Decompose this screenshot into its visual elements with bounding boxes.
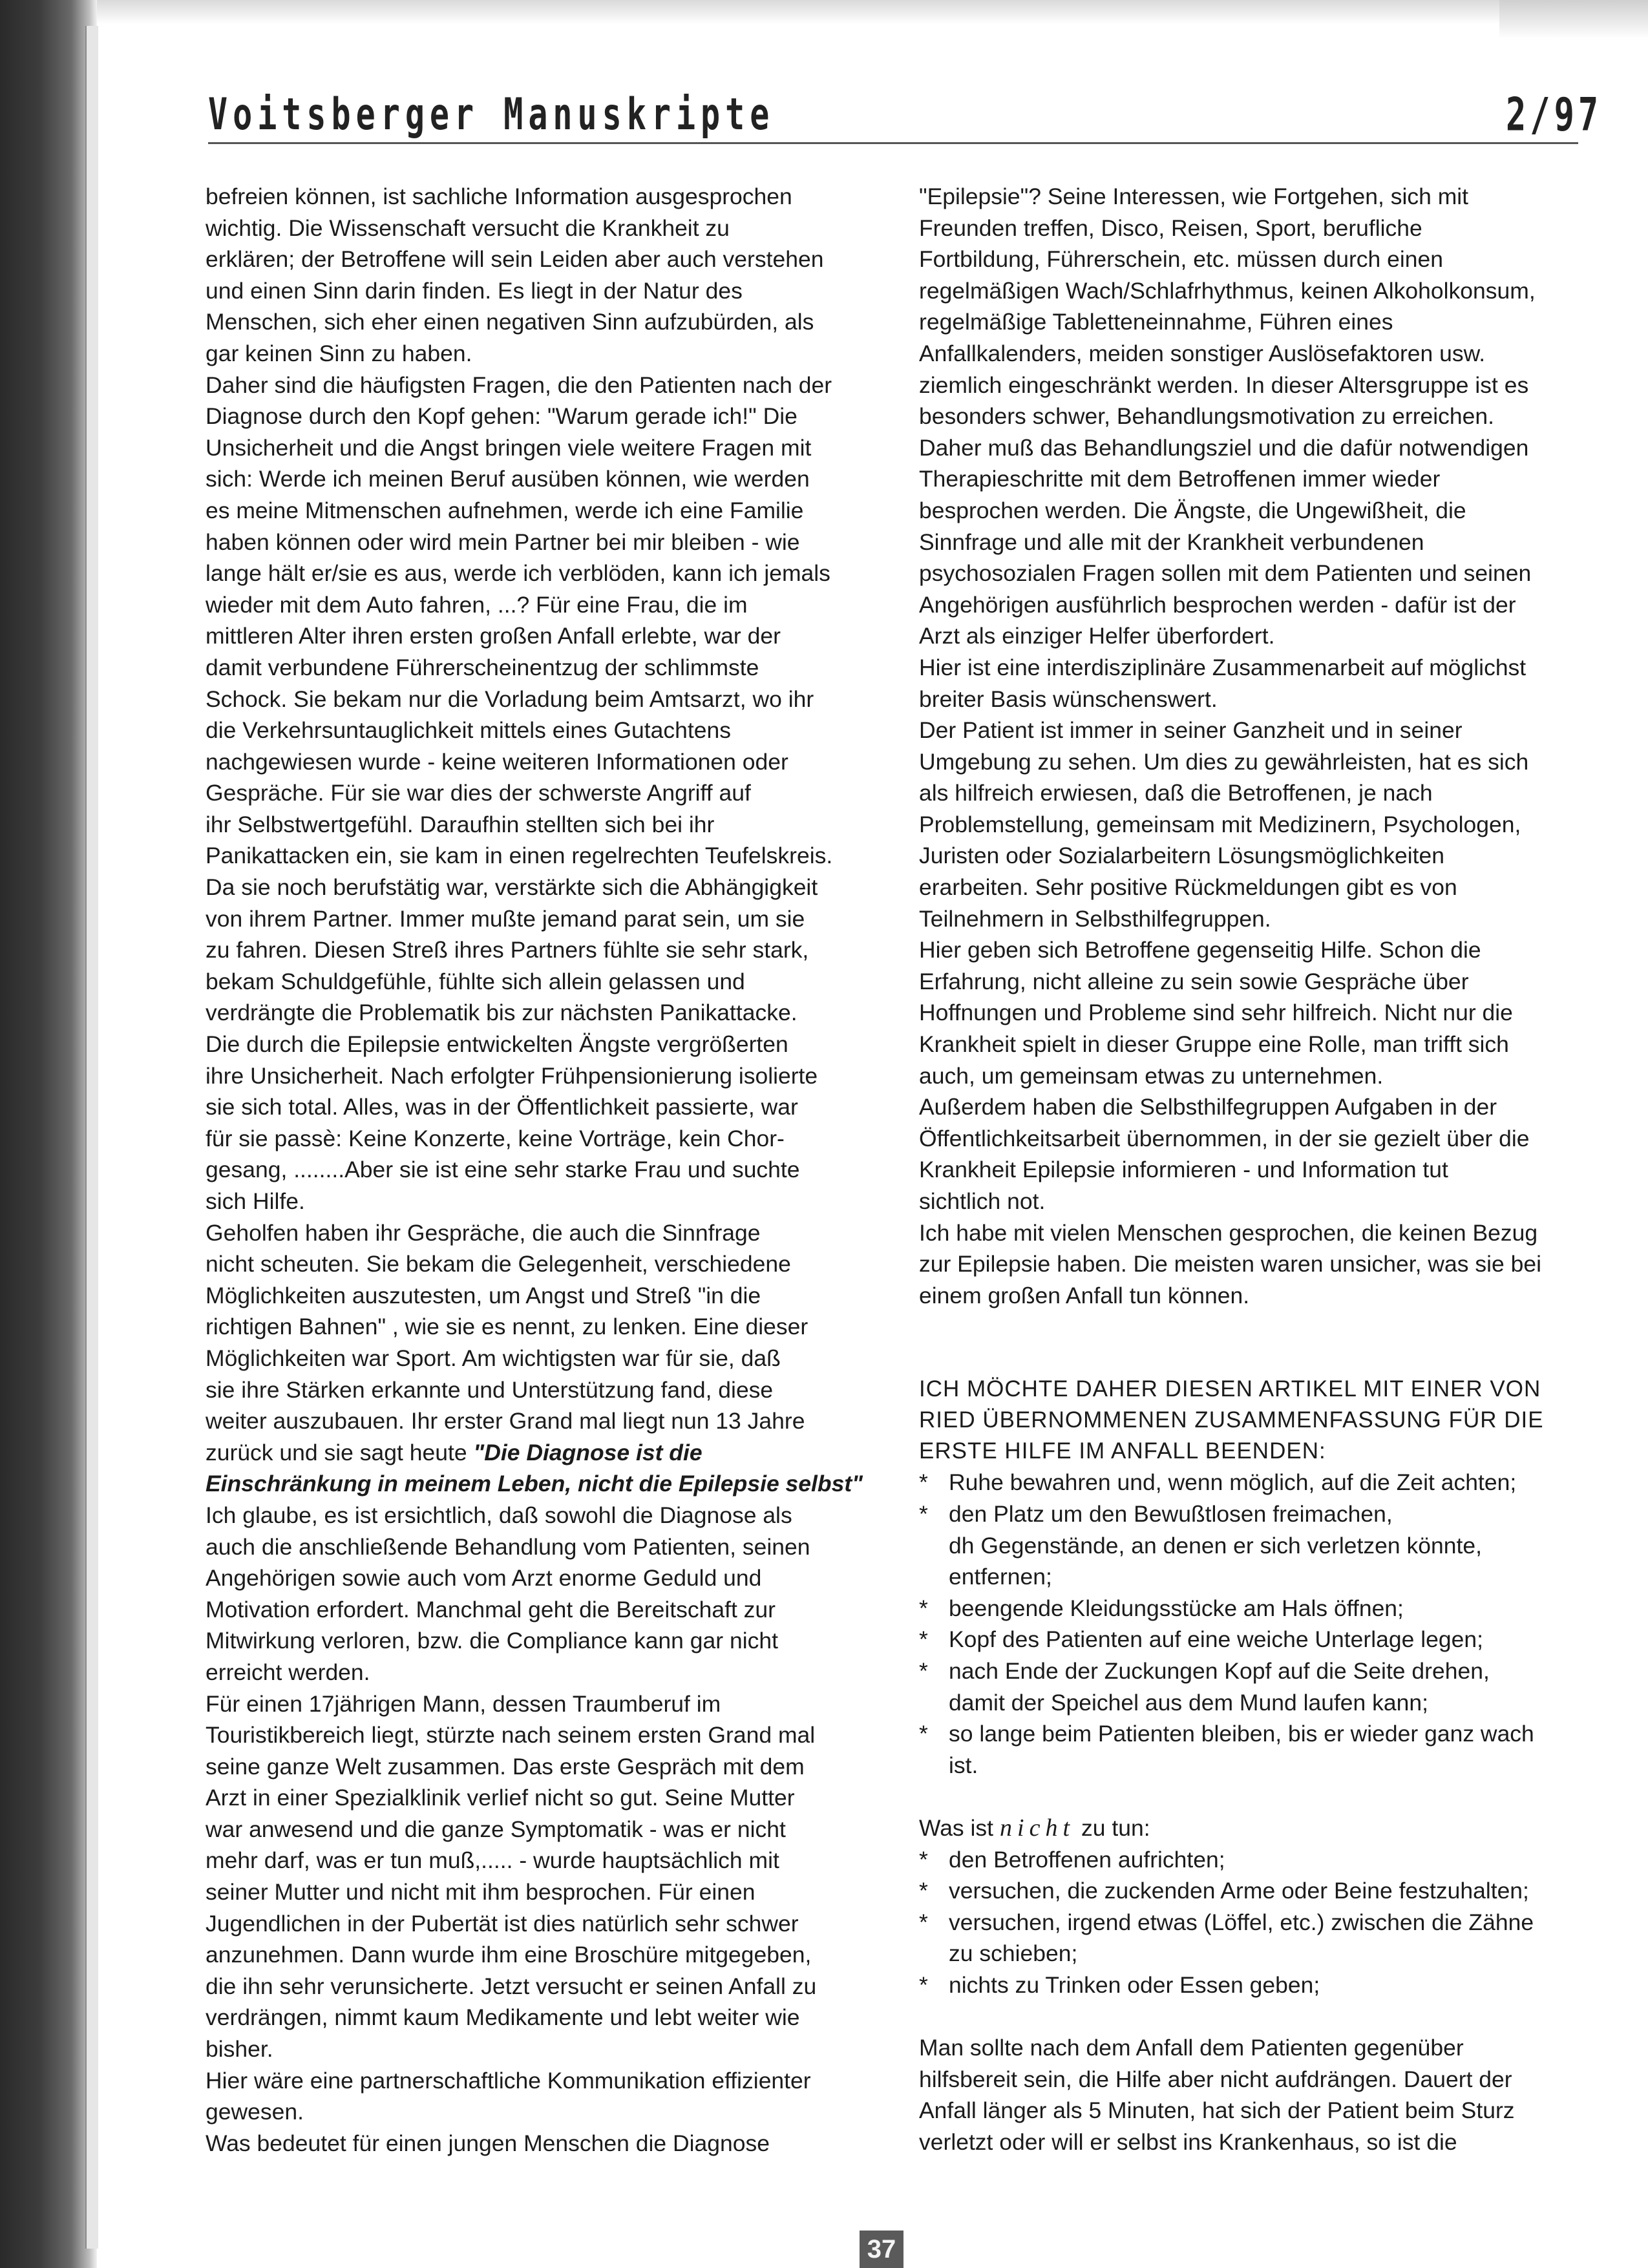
text-line: gesang, ........Aber sie ist eine sehr starke Frau und suchte [206,1157,800,1183]
dont-list-line [919,1938,1585,1969]
text-line: Unsicherheit und die Angst bringen viele weitere Fragen mit [206,434,812,461]
text-line: besonders schwer, Behandlungsmotivation zu erreichen. [919,403,1494,430]
left-column-body-continued [206,1500,881,2159]
text-line: bekam Schuldgefühle, fühlte sich allein gelassen und [206,968,745,994]
list-item-text: beengende Kleidungsstücke am Hals öffnen; [949,1595,1404,1621]
bullet-asterisk: * [919,1878,928,1904]
patient-quote-part-1: "Die Diagnose ist die [473,1439,703,1465]
text-line: sich Hilfe. [206,1188,305,1214]
scan-corner-shadow [1499,0,1648,39]
list-item-text: Kopf des Patienten auf eine weiche Unterlage legen; [949,1626,1483,1653]
text-line: Juristen oder Sozialarbeitern Lösungsmöglichkeiten [919,843,1445,869]
text-line: und einen Sinn darin finden. Es liegt in der Natur des [206,277,743,304]
text-line: die Verkehrsuntauglichkeit mittels eines Gutachtens [206,717,731,744]
first-aid-dont-list [919,1844,1585,2001]
left-column [206,181,881,2159]
text-line: Außerdem haben die Selbsthilfegruppen Aufgaben in der [919,1094,1497,1120]
text-line: Daher sind die häufigsten Fragen, die den Patienten nach der [206,372,832,398]
text-line: nachgewiesen wurde - keine weiteren Informationen oder [206,748,788,775]
text-line: für sie passè: Keine Konzerte, keine Vorträge, kein Chor- [206,1125,785,1151]
scan-top-shadow [97,0,1648,25]
text-line: es meine Mitmenschen aufnehmen, werde ich eine Familie [206,497,804,523]
text-line: mehr darf, was er tun muß,..... - wurde hauptsächlich mit [206,1847,779,1874]
text-line: "Epilepsie"? Seine Interessen, wie Fortgehen, sich mit [919,184,1469,209]
text-line: besprochen werden. Die Ängste, die Ungewißheit, die [919,497,1466,523]
bullet-asterisk: * [919,1657,928,1684]
text-line: Hoffnungen und Probleme sind sehr hilfreich. Nicht nur die [919,1000,1513,1026]
text-line: nicht scheuten. Sie bekam die Gelegenheit, verschiedene [206,1251,791,1277]
text-line: regelmäßigen Wach/Schlafrhythmus, keinen Alkoholkonsum, [919,277,1536,304]
text-line: Fortbildung, Führerschein, etc. müssen durch einen [919,246,1444,273]
list-item-text: den Platz um den Bewußtlosen freimachen, [949,1500,1393,1527]
text-line: regelmäßige Tabletteneinnahme, Führen eines [919,309,1393,335]
text-line: Angehörigen sowie auch vom Arzt enorme Geduld und [206,1565,762,1591]
list-item-text: versuchen, die zuckenden Arme oder Beine festzuhalten; [949,1878,1529,1904]
heading-line: ICH MÖCHTE DAHER DIESEN ARTIKEL MIT EINER VON [919,1376,1541,1402]
running-header-issue: 2/97 [1506,89,1603,142]
text-line: gar keinen Sinn zu haben. [206,340,472,366]
book-spine-shadow [0,0,97,2268]
text-line: Arzt in einer Spezialklinik verlief nicht so gut. Seine Mutter [206,1785,795,1811]
text-line: Die durch die Epilepsie entwickelten Ängste vergrößerten [206,1031,788,1058]
dont-list-line [919,1907,1585,1938]
text-line: Problemstellung, gemeinsam mit Medizinern, Psychologen, [919,811,1521,837]
text-line: sich: Werde ich meinen Beruf ausüben können, wie werden [206,466,810,492]
text-line: Hier wäre eine partnerschaftliche Kommunikation effizienter [206,2067,811,2094]
bullet-asterisk: * [919,1626,928,1653]
text-line: seine ganze Welt zusammen. Das erste Gespräch mit dem [206,1753,805,1780]
page-binding-edge [85,26,98,2249]
text-line: Anfall länger als 5 Minuten, hat sich der Patient beim Sturz [919,2097,1515,2124]
dont-heading-before: Was ist [919,1814,994,1841]
text-line: Ich habe mit vielen Menschen gesprochen, die keinen Bezug [919,1219,1538,1246]
dont-list-line [919,1844,1585,1876]
bullet-asterisk: * [919,1721,928,1747]
text-line: bisher. [206,2036,273,2063]
list-item-text: nichts zu Trinken oder Essen geben; [949,1971,1320,1998]
text-line: wichtig. Die Wissenschaft versucht die Krankheit zu [206,215,730,241]
text-line: psychosozialen Fragen sollen mit dem Patienten und seinen [919,560,1532,587]
text-line: erklären; der Betroffene will sein Leiden aber auch verstehen [206,246,824,273]
text-line: Angehörigen ausführlich besprochen werden - dafür ist der [919,591,1516,618]
dont-heading [919,1812,1585,1844]
list-item-text: den Betroffenen aufrichten; [949,1846,1225,1873]
text-line: verdrängte die Problematik bis zur nächsten Panikattacke. [206,1000,798,1026]
text-line: sichtlich not. [919,1188,1046,1214]
text-line: haben können oder wird mein Partner bei mir bleiben - wie [206,529,800,555]
page-number: 37 [860,2231,903,2268]
text-line: ihr Selbstwertgefühl. Daraufhin stellten sich bei ihr [206,811,715,837]
header-rule [208,142,1578,144]
right-column-body [919,181,1585,1311]
list-gap [919,1781,1585,1812]
bullet-asterisk: * [919,1469,928,1496]
text-line: auch, um gemeinsam etwas zu unternehmen. [919,1062,1384,1089]
text-line: richtigen Bahnen" , wie sie es nennt, zu lenken. Eine dieser [206,1314,808,1340]
text-line: Arzt als einziger Helfer überfordert. [919,623,1275,649]
do-list-line [919,1718,1585,1750]
text-line: weiter auszubauen. Ihr erster Grand mal liegt nun 13 Jahre [206,1408,805,1434]
text-line: Möglichkeiten war Sport. Am wichtigsten war für sie, daß [206,1345,781,1371]
text-line: Umgebung zu sehen. Um dies zu gewährleisten, hat es sich [919,748,1529,775]
text-line: Was bedeutet für einen jungen Menschen die Diagnose [206,2130,770,2156]
bullet-asterisk: * [919,1909,928,1935]
text-line: Diagnose durch den Kopf gehen: "Warum gerade ich!" Die [206,403,798,430]
do-list-line [919,1467,1585,1498]
section-gap [919,1311,1585,1374]
text-line: Krankheit Epilepsie informieren - und Information tut [919,1157,1448,1183]
list-item-text: nach Ende der Zuckungen Kopf auf die Seite drehen, [949,1657,1490,1684]
heading-line: ERSTE HILFE IM ANFALL BEENDEN: [919,1438,1326,1464]
bullet-asterisk: * [919,1846,928,1873]
text-line: als hilfreich erwiesen, daß die Betroffenen, je nach [919,780,1433,806]
text-line: sie ihre Stärken erkannte und Unterstützung fand, diese [206,1376,774,1403]
first-aid-heading [919,1374,1585,1467]
do-list-line [919,1687,1585,1719]
bullet-asterisk: * [919,1500,928,1527]
dont-list-line [919,1875,1585,1907]
text-line: zur Epilepsie haben. Die meisten waren unsicher, was sie bei [919,1251,1541,1277]
text-line: Gespräche. Für sie war dies der schwerste Angriff auf [206,780,751,806]
bullet-asterisk: * [919,1971,928,1998]
text-line: Schock. Sie bekam nur die Vorladung beim Amtsarzt, wo ihr [206,686,814,712]
do-list-line [919,1624,1585,1655]
text-line: ziemlich eingeschränkt werden. In dieser Altersgruppe ist es [919,372,1529,398]
first-aid-do-list [919,1467,1585,1781]
text-line: hilfsbereit sein, die Hilfe aber nicht aufdrängen. Dauert der [919,2066,1512,2092]
dont-heading-emphasis: nicht [1000,1814,1075,1842]
do-list-line [919,1750,1585,1781]
text-line: Hier geben sich Betroffene gegenseitig Hilfe. Schon die [919,937,1481,963]
left-column-body [206,181,881,1437]
text-line: befreien können, ist sachliche Information ausgesprochen [206,184,792,209]
heading-line: RIED ÜBERNOMMENEN ZUSAMMENFASSUNG FÜR DIE [919,1407,1544,1433]
do-list-line [919,1498,1585,1530]
text-line: war anwesend und die ganze Symptomatik - was er nicht [206,1816,786,1842]
text-line: verdrängen, nimmt kaum Medikamente und lebt weiter wie [206,2004,800,2031]
text-line: Touristikbereich liegt, stürzte nach seinem ersten Grand mal [206,1722,816,1748]
list-item-text: ist. [949,1752,978,1778]
closing-gap [919,2000,1585,2032]
text-line: anzunehmen. Dann wurde ihm eine Broschüre mitgegeben, [206,1942,812,1968]
text-line: Für einen 17jährigen Mann, dessen Traumberuf im [206,1690,721,1717]
text-line: Der Patient ist immer in seiner Ganzheit und in seiner [919,717,1463,744]
list-item-text: zu schieben; [949,1940,1078,1967]
text-line: Jugendlichen in der Pubertät ist dies natürlich sehr schwer [206,1910,799,1937]
text-line: mittleren Alter ihren ersten großen Anfall erlebte, war der [206,623,781,649]
text-line: Panikattacken ein, sie kam in einen regelrechten Teufelskreis. [206,843,833,869]
list-item-text: so lange beim Patienten bleiben, bis er wieder ganz wach [949,1721,1534,1747]
text-line: Ich glaube, es ist ersichtlich, daß sowohl die Diagnose als [206,1502,792,1528]
text-line: Teilnehmern in Selbsthilfegruppen. [919,905,1271,932]
text-line: einem großen Anfall tun können. [919,1282,1250,1308]
closing-paragraph [919,2032,1585,2158]
list-item-text: entfernen; [949,1564,1052,1590]
text-line: gewesen. [206,2099,304,2125]
dont-list-line [919,1969,1585,2001]
text-line: sie sich total. Alles, was in der Öffentlichkeit passierte, war [206,1094,798,1120]
text-line: lange hält er/sie es aus, werde ich verblöden, kann ich jemals [206,560,830,587]
text-line: auch die anschließende Behandlung vom Patienten, seinen [206,1533,810,1560]
list-item-text: damit der Speichel aus dem Mund laufen kann; [949,1689,1428,1716]
text-line: Man sollte nach dem Anfall dem Patienten gegenüber [919,2035,1464,2061]
text-line: breiter Basis wünschenswert. [919,686,1218,712]
list-item-text: versuchen, irgend etwas (Löffel, etc.) zwischen die Zähne [949,1909,1534,1935]
bullet-asterisk: * [919,1595,928,1621]
text-line: Hier ist eine interdisziplinäre Zusammenarbeit auf möglichst [919,654,1527,680]
list-item-text: dh Gegenstände, an denen er sich verletzen könnte, [949,1532,1482,1559]
text-line: die ihn sehr verunsicherte. Jetzt versucht er seinen Anfall zu [206,1973,817,1999]
text-line: von ihrem Partner. Immer mußte jemand parat sein, um sie [206,905,805,932]
text-line: wieder mit dem Auto fahren, ...? Für eine Frau, die im [206,591,748,618]
text-line: Öffentlichkeitsarbeit übernommen, in der sie gezielt über die [919,1125,1530,1151]
do-list-line [919,1593,1585,1624]
right-column [919,181,1585,2158]
text-line: Anfallkalenders, meiden sonstiger Auslösefaktoren usw. [919,340,1486,366]
do-list-line [919,1655,1585,1687]
text-line: Geholfen haben ihr Gespräche, die auch die Sinnfrage [206,1219,761,1246]
text-line: Therapieschritte mit dem Betroffenen immer wieder [919,466,1441,492]
text-line: zu fahren. Diesen Streß ihres Partners fühlte sie sehr stark, [206,937,809,963]
do-list-line [919,1561,1585,1593]
text-line: Krankheit spielt in dieser Gruppe eine Rolle, man trifft sich [919,1031,1509,1058]
text-line: Da sie noch berufstätig war, verstärkte sich die Abhängigkeit [206,874,818,901]
text-line: Erfahrung, nicht alleine zu sein sowie Gespräche über [919,968,1469,994]
running-header-title: Voitsberger Manuskripte [208,89,775,140]
quote-intro: zurück und sie sagt heute [206,1439,474,1465]
patient-quote-part-2: Einschränkung in meinem Leben, nicht die Epilepsie selbst" [206,1471,863,1497]
text-line: damit verbundene Führerscheinentzug der schlimmste [206,654,759,680]
text-line: erreicht werden. [206,1659,370,1685]
list-item-text: Ruhe bewahren und, wenn möglich, auf die Zeit achten; [949,1469,1517,1496]
text-line: erarbeiten. Sehr positive Rückmeldungen gibt es von [919,874,1457,901]
text-line: Menschen, sich eher einen negativen Sinn aufzubürden, als [206,309,814,335]
text-line: verletzt oder will er selbst ins Krankenhaus, so ist die [919,2128,1457,2155]
quote-line-1 [206,1437,881,1469]
text-line: Mitwirkung verloren, bzw. die Compliance kann gar nicht [206,1628,778,1654]
dont-heading-after: zu tun: [1081,1814,1150,1841]
text-line: Freunden treffen, Disco, Reisen, Sport, berufliche [919,215,1422,241]
do-list-line [919,1530,1585,1562]
text-line: Daher muß das Behandlungsziel und die dafür notwendigen [919,434,1529,461]
text-line: Sinnfrage und alle mit der Krankheit verbundenen [919,529,1424,555]
text-line: ihre Unsicherheit. Nach erfolgter Frühpensionierung isolierte [206,1062,818,1089]
text-line: seiner Mutter und nicht mit ihm besprochen. Für einen [206,1879,755,1906]
text-line: Möglichkeiten auszutesten, um Angst und Streß "in die [206,1282,761,1308]
text-line: Motivation erfordert. Manchmal geht die Bereitschaft zur [206,1596,776,1622]
